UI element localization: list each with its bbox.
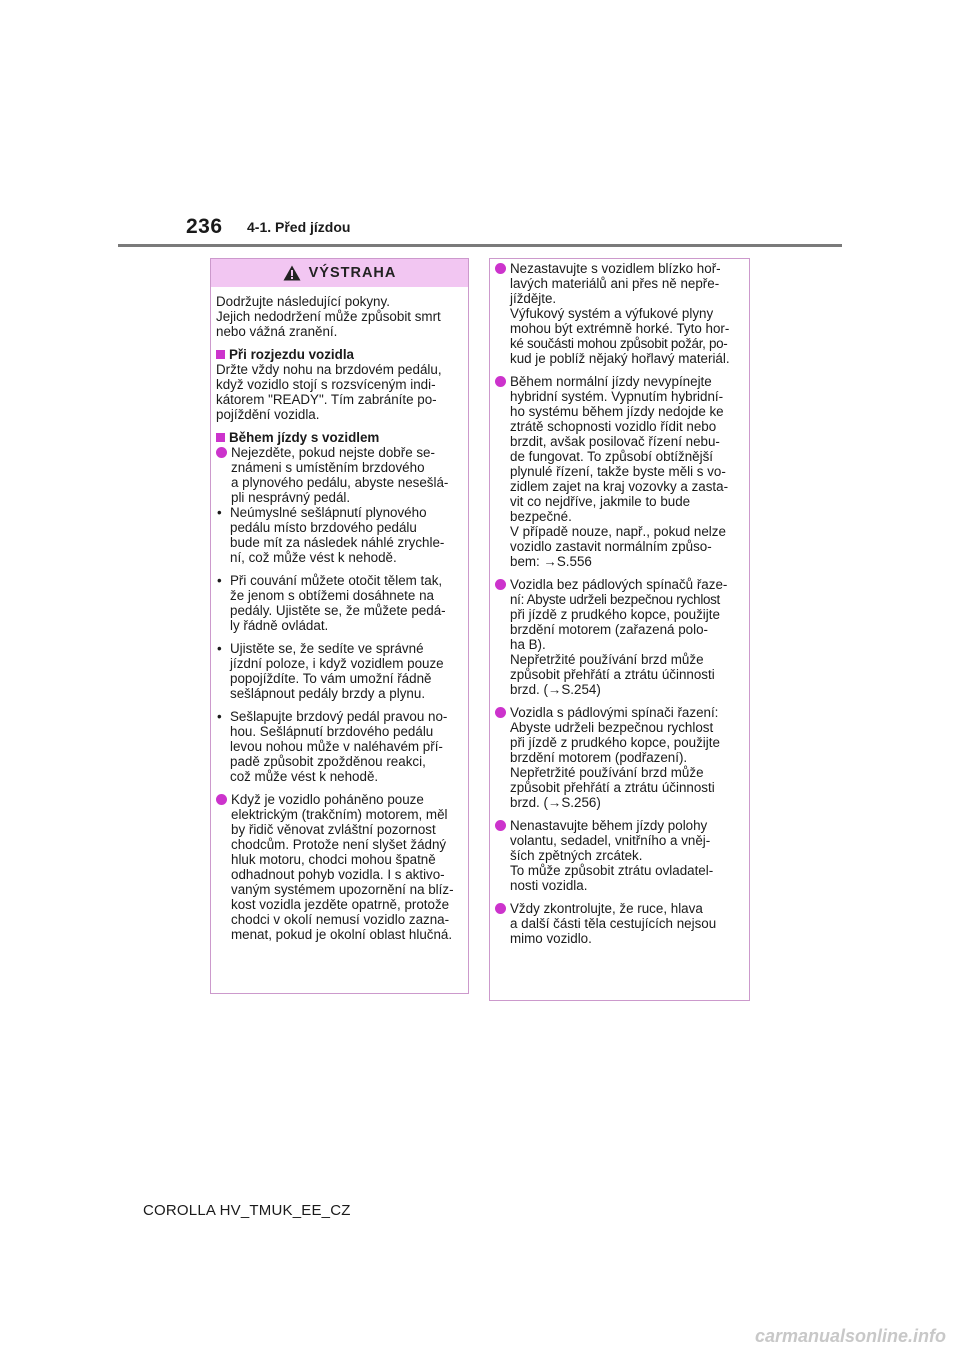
text-line: hou. Sešlápnutí brzdového pedálu [230,724,434,739]
text-line: pojíždění vozidla. [216,407,320,422]
text-line: levou nohou může v naléhavém pří- [230,739,443,754]
warning-header [211,259,468,287]
section-heading [216,347,464,362]
page-number: 236 [186,215,223,238]
text-line: mohou být extrémně horké. Tyto hor- [510,321,730,336]
text-line: Sešlapujte brzdový pedál pravou no- [230,709,448,724]
text-line: popojíždíte. To vám umožní řádně [230,671,432,686]
text-line: Dodržujte následující pokyny. [216,294,390,309]
text-line: ha B). [510,637,546,652]
list-item [495,577,745,697]
text-line: chodci v okolí nemusí vozidlo zazna- [231,912,450,927]
header-rule [118,244,842,247]
text-line: brzdit, avšak posilovač řízení nebu- [510,434,720,449]
section-heading [216,430,464,445]
bullet-dot: • [217,709,222,724]
text-line: pli nesprávný pedál. [231,490,351,505]
text-line: chodcům. Protože není slyšet žádný [231,837,447,852]
text-line: hybridní systém. Vypnutím hybridní- [510,389,724,404]
text-line: bem: →S.556 [510,554,592,569]
text-line: plynulé řízení, takže byste měli s vo- [510,464,726,479]
text-line: V případě nouze, např., pokud nelze [510,524,726,539]
round-bullet-icon [216,794,227,805]
text-line: vit co nejdříve, jakmile to bude [510,494,691,509]
square-bullet-icon [216,433,225,442]
text-line: menat, pokud je okolní oblast hlučná. [231,927,453,942]
text-line: při jízdě z prudkého kopce, použijte [510,735,720,750]
warning-title: VÝSTRAHA [308,265,397,281]
round-bullet-icon [495,579,506,590]
sub-list-item [216,573,464,633]
list-item [216,445,464,505]
text-line: Nepřetržité používání brzd může [510,652,704,667]
section-start [216,347,464,422]
text-line: Držte vždy nohu na brzdovém pedálu, [216,362,442,377]
text-line: Neúmyslné sešlápnutí plynového [230,505,427,520]
text-line: To může způsobit ztrátu ovladatel- [510,863,714,878]
text-line: Vozidla s pádlovými spínači řazení: [510,705,719,720]
text-line: Nenastavujte během jízdy polohy [510,818,708,833]
bullet-dot: • [217,505,222,520]
text-line: volantu, sedadel, vnitřního a vněj- [510,833,711,848]
text-line: brzdění motorem (zařazená polo- [510,622,708,637]
text-line: známeni s umístěním brzdového [231,460,425,475]
text-line: zidlem zajet na kraj vozovky a zasta- [510,479,729,494]
round-bullet-icon [495,263,506,274]
warning-box-right [489,258,750,1001]
square-bullet-icon [216,350,225,359]
round-bullet-icon [495,376,506,387]
text-line: by řidič věnovat zvláštní pozornost [231,822,436,837]
warning-box-left [210,258,469,994]
text-line: hluk motoru, chodci mohou špatně [231,852,436,867]
round-bullet-icon [216,447,227,458]
footer-code: COROLLA HV_TMUK_EE_CZ [143,1202,351,1219]
text-line: způsobit přehřátí a ztrátu účinnosti [510,667,715,682]
text-line: ztrátě schopnosti vozidlo řídit nebo [510,419,717,434]
list-item [495,374,745,569]
text-line: nebo vážná zranění. [216,324,338,339]
text-line: Vždy zkontrolujte, že ruce, hlava [510,901,703,916]
text-line: způsobit přehřátí a ztrátu účinnosti [510,780,715,795]
round-bullet-icon [495,707,506,718]
text-line: že jenom s obtížemi dosáhnete na [230,588,434,603]
warning-content-right [490,259,749,946]
text-line: brzdění motorem (podřazení). [510,750,688,765]
list-item [495,818,745,893]
list-item [495,261,745,366]
text-line: kátorem "READY". Tím zabráníte po- [216,392,437,407]
watermark: carmanualsonline.info [754,1326,946,1346]
bullet-dot: • [217,573,222,588]
text-line: Při couvání můžete otočit tělem tak, [230,573,443,588]
text-line: vaným systémem upozornění na blíz- [231,882,454,897]
text-line: ní, což může vést k nehodě. [230,550,397,565]
text-line: pedály. Ujistěte se, že můžete pedá- [230,603,446,618]
text-line: Vozidla bez pádlových spínačů řaze- [510,577,728,592]
text-line: lavých materiálů ani přes ně nepře- [510,276,720,291]
text-line: de fungovat. To způsobí obtížnější [510,449,713,464]
text-line: bude mít za následek náhlé zrychle- [230,535,445,550]
text-line: Když je vozidlo poháněno pouze [231,792,424,807]
text-line: padě způsobit zpožděnou reakci, [230,754,426,769]
text-line: ho systému během jízdy nedojde ke [510,404,724,419]
text-line: brzd. (→S.254) [510,682,601,697]
text-line: jíždějte. [510,291,557,306]
text-line: Nezastavujte s vozidlem blízko hoř- [510,261,721,276]
text-line: Ujistěte se, že sedíte ve správné [230,641,424,656]
round-bullet-icon [495,903,506,914]
section-heading-text: Během jízdy s vozidlem [229,430,380,445]
text-line: Nepřetržité používání brzd může [510,765,704,780]
text-line: když vozidlo stojí s rozsvíceným indi- [216,377,436,392]
text-line: kud je poblíž nějaký hořlavý materiál. [510,351,730,366]
text-line: což může vést k nehodě. [230,769,379,784]
text-line: kost vozidla jezděte opatrně, protože [231,897,450,912]
text-line: vozidlo zastavit normálním způso- [510,539,712,554]
warning-triangle-icon [283,265,301,281]
text-line: ších zpětných zrcátek. [510,848,643,863]
text-line: a plynového pedálu, abyste nesešlá- [231,475,449,490]
text-line: nosti vozidla. [510,878,588,893]
text-line: Nejezděte, pokud nejste dobře se- [231,445,435,460]
list-item [216,792,464,942]
warning-intro [216,294,464,339]
text-line: ly řádně ovládat. [230,618,329,633]
round-bullet-icon [495,820,506,831]
sub-list-item [216,505,464,565]
text-line: ké součásti mohou způsobit požár, po- [510,336,728,351]
warning-content-left [211,287,468,942]
text-line: pedálu místo brzdového pedálu [230,520,417,535]
sub-list-item [216,709,464,784]
list-item [495,705,745,810]
text-line: brzd. (→S.256) [510,795,601,810]
text-line: Výfukový systém a výfukové plyny [510,306,714,321]
text-line: Abyste udrželi bezpečnou rychlost [510,720,714,735]
bullet-dot: • [217,641,222,656]
sub-list-item [216,641,464,701]
text-line: Během normální jízdy nevypínejte [510,374,712,389]
section-title: 4-1. Před jízdou [247,219,351,235]
text-line: elektrickým (trakčním) motorem, měl [231,807,448,822]
text-line: sešlápnout pedály brzdy a plynu. [230,686,426,701]
text-line: při jízdě z prudkého kopce, použijte [510,607,720,622]
text-line: odhadnout pohyb vozidla. I s aktivo- [231,867,445,882]
list-item [495,901,745,946]
text-line: a další části těla cestujících nejsou [510,916,717,931]
section-heading-text: Při rozjezdu vozidla [229,347,355,362]
text-line: mimo vozidlo. [510,931,592,946]
text-line: Jejich nedodržení může způsobit smrt [216,309,441,324]
text-line: ní: Abyste udrželi bezpečnou rychlost [510,592,720,607]
text-line: bezpečné. [510,509,572,524]
text-line: jízdní poloze, i když vozidlem pouze [230,656,444,671]
